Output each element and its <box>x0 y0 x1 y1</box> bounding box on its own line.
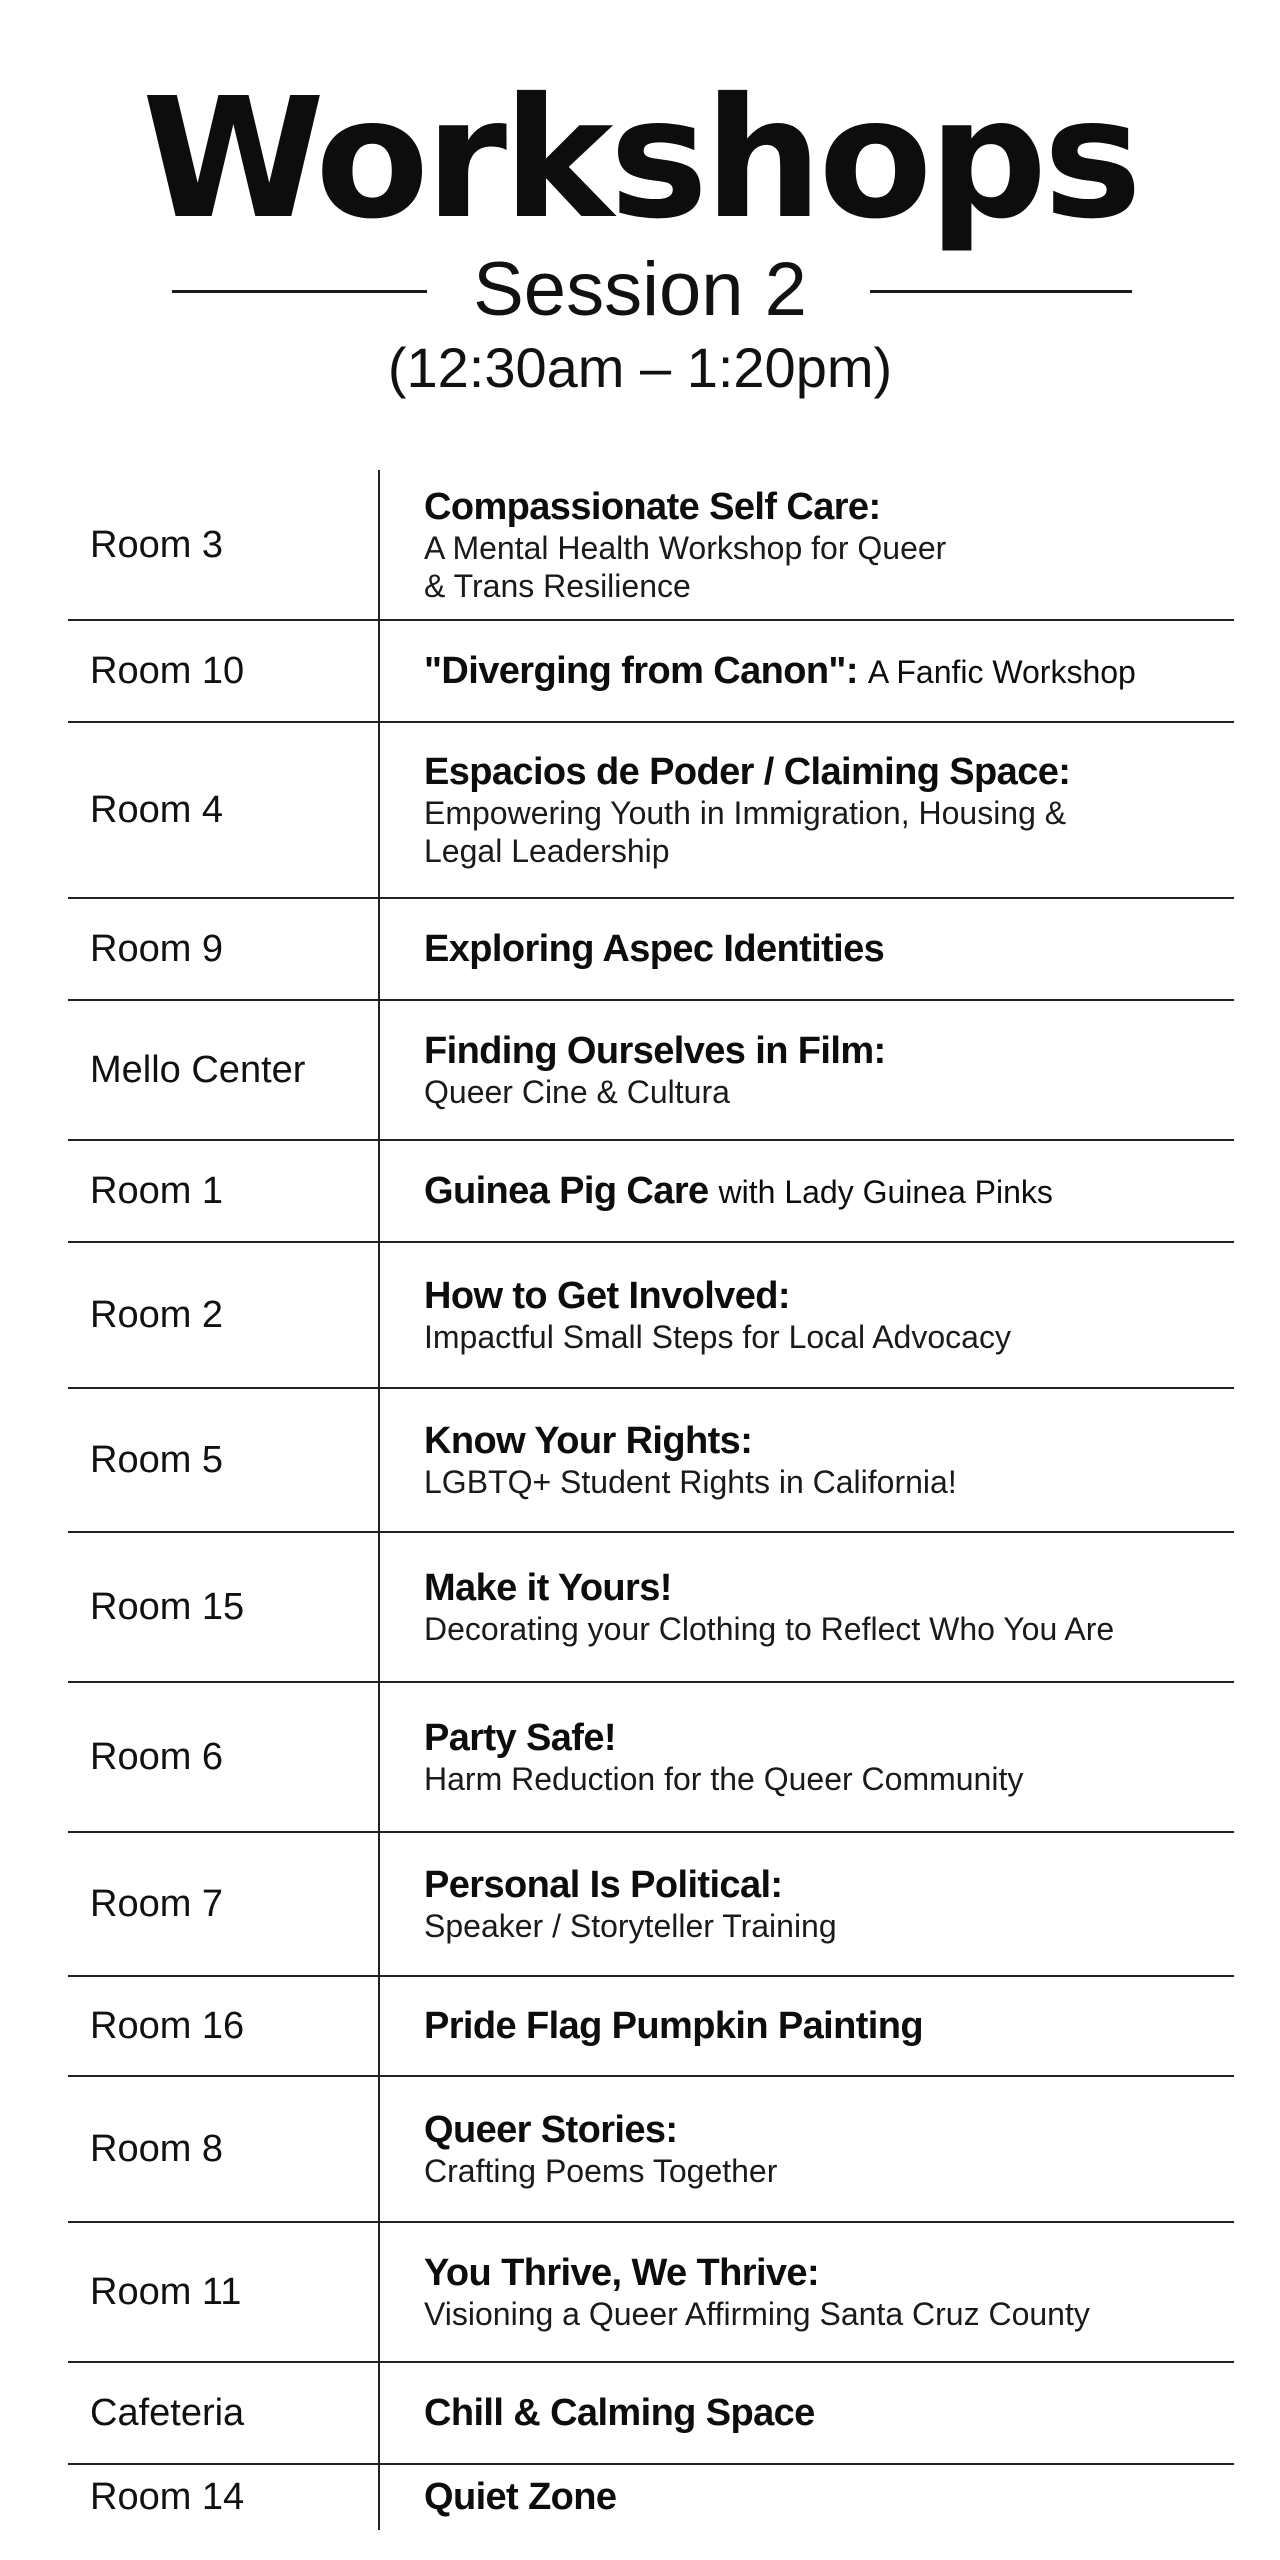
workshop-subtitle: Harm Reduction for the Queer Community <box>424 1761 1024 1797</box>
workshop-description <box>424 1832 1224 1976</box>
workshop-line <box>424 649 1224 694</box>
workshop-title: Finding Ourselves in Film: <box>424 1030 886 1072</box>
workshop-line <box>424 1169 1224 1214</box>
room-label: Room 3 <box>90 523 224 566</box>
workshop-title: Exploring Aspec Identities <box>424 928 885 970</box>
workshop-description <box>424 470 1224 620</box>
workshop-subtitle: A Mental Health Workshop for Queer & Trans Resilience <box>424 530 947 604</box>
workshop-subtitle: Queer Cine & Cultura <box>424 1074 730 1110</box>
schedule-table <box>68 470 1234 2530</box>
workshop-title: Personal Is Political: <box>424 1864 783 1906</box>
workshop-subtitle: A Fanfic Workshop <box>867 653 1136 690</box>
workshop-description <box>424 722 1224 898</box>
room-label: Room 9 <box>90 927 224 970</box>
table-row <box>68 620 1234 722</box>
workshop-title: "Diverging from Canon": <box>424 649 858 692</box>
room-label: Room 1 <box>90 1169 224 1212</box>
workshop-subtitle: Empowering Youth in Immigration, Housing & Legal Leadership <box>424 795 1067 869</box>
workshop-subtitle: with Lady Guinea Pinks <box>718 1173 1053 1210</box>
table-row <box>68 2362 1234 2464</box>
workshop-description <box>424 1976 1224 2076</box>
page-title: Workshops <box>141 63 1139 256</box>
session-time: (12:30am – 1:20pm) <box>387 336 893 399</box>
workshop-subtitle: Decorating your Clothing to Reflect Who You Are <box>424 1611 1115 1647</box>
workshop-subtitle: LGBTQ+ Student Rights in California! <box>424 1464 957 1500</box>
table-row <box>68 1682 1234 1832</box>
workshop-subtitle: Visioning a Queer Affirming Santa Cruz County <box>424 2296 1090 2332</box>
workshop-description <box>424 1388 1224 1532</box>
table-row <box>68 1976 1234 2076</box>
table-row <box>68 1242 1234 1388</box>
workshop-title: Espacios de Poder / Claiming Space: <box>424 751 1071 793</box>
room-label: Room 10 <box>90 649 245 692</box>
workshop-description <box>424 1682 1224 1832</box>
workshop-description <box>424 898 1224 1000</box>
workshop-description <box>424 1000 1224 1140</box>
workshop-description <box>424 2464 1224 2530</box>
workshop-description <box>424 1140 1224 1242</box>
workshop-description <box>424 1532 1224 1682</box>
workshop-subtitle: Crafting Poems Together <box>424 2153 778 2189</box>
workshop-title: Quiet Zone <box>424 2476 617 2518</box>
room-label: Room 6 <box>90 1735 224 1778</box>
table-row <box>68 1532 1234 1682</box>
table-row <box>68 1388 1234 1532</box>
table-row <box>68 2464 1234 2530</box>
room-label: Room 14 <box>90 2475 245 2518</box>
table-row <box>68 2222 1234 2362</box>
workshop-subtitle: Speaker / Storyteller Training <box>424 1908 837 1944</box>
room-label: Room 15 <box>90 1585 245 1628</box>
session-heading <box>0 244 1280 336</box>
workshop-title: Chill & Calming Space <box>424 2392 815 2434</box>
workshop-title: You Thrive, We Thrive: <box>424 2252 820 2294</box>
workshop-title: Guinea Pig Care <box>424 1169 709 1212</box>
workshop-title: Party Safe! <box>424 1717 616 1759</box>
workshop-title: Know Your Rights: <box>424 1420 753 1462</box>
room-label: Room 2 <box>90 1293 224 1336</box>
workshop-description <box>424 2362 1224 2464</box>
room-label: Cafeteria <box>90 2391 245 2434</box>
room-label: Room 5 <box>90 1438 224 1481</box>
room-label: Room 4 <box>90 788 224 831</box>
table-row <box>68 470 1234 620</box>
session-label: Session 2 <box>473 247 807 332</box>
workshop-title: Make it Yours! <box>424 1567 672 1609</box>
room-label: Mello Center <box>90 1048 306 1091</box>
workshop-title: Pride Flag Pumpkin Painting <box>424 2005 923 2047</box>
workshop-description <box>424 1242 1224 1388</box>
workshop-description <box>424 2076 1224 2222</box>
workshop-subtitle: Impactful Small Steps for Local Advocacy <box>424 1319 1011 1355</box>
table-row <box>68 1832 1234 1976</box>
workshop-description <box>424 620 1224 722</box>
workshop-title: Queer Stories: <box>424 2109 678 2151</box>
workshop-description <box>424 2222 1224 2362</box>
table-row <box>68 722 1234 898</box>
session-rule-right <box>870 290 1132 293</box>
room-label: Room 8 <box>90 2127 224 2170</box>
table-row <box>68 1000 1234 1140</box>
workshop-title: Compassionate Self Care: <box>424 486 881 528</box>
room-label: Room 11 <box>90 2270 242 2313</box>
table-row <box>68 2076 1234 2222</box>
room-label: Room 7 <box>90 1882 224 1925</box>
room-label: Room 16 <box>90 2004 245 2047</box>
table-row <box>68 1140 1234 1242</box>
workshop-title: How to Get Involved: <box>424 1275 790 1317</box>
table-row <box>68 898 1234 1000</box>
